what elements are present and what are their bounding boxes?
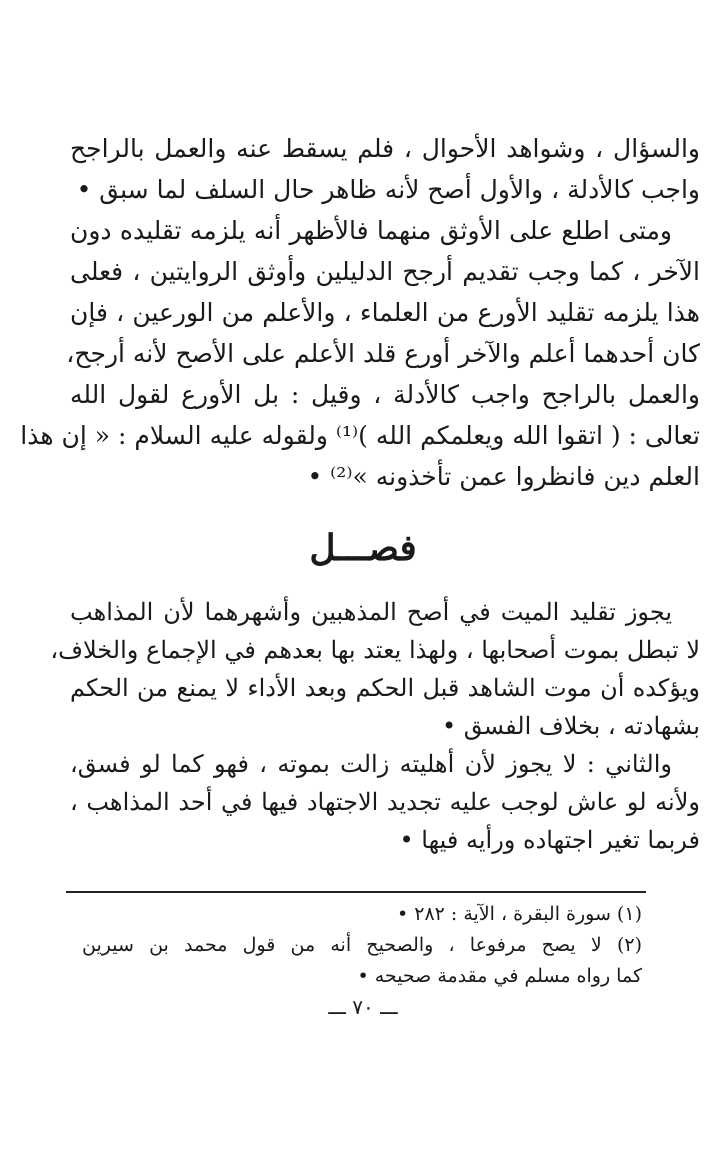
page-number: ـــ ٧٠ ـــ <box>328 995 398 1019</box>
text-line: يجوز تقليد الميت في أصح المذهبين وأشهرهما لأن المذاهب <box>70 598 672 626</box>
text-line: والثاني : لا يجوز لأن أهليته زالت بموته ، فهو كما لو فسق، <box>70 750 672 778</box>
text-line: ويؤكده أن موت الشاهد قبل الحكم وبعد الأداء لا يمنع من الحكم <box>70 674 700 702</box>
text-line: ومتى اطلع على الأوثق منهما فالأظهر أنه يلزمه تقليده دون <box>70 216 672 245</box>
footnote: كما رواه مسلم في مقدمة صحيحه • <box>357 965 642 987</box>
text-line: كان أحدهما أعلم والآخر أورع قلد الأعلم على الأصح لأنه أرجح، <box>66 339 700 368</box>
text-line: هذا يلزمه تقليد الأورع من العلماء ، والأعلم من الورعين ، فإن <box>70 298 700 327</box>
section-heading: فصـــل <box>309 527 417 569</box>
footnotes <box>82 899 642 992</box>
footnote-divider <box>66 891 646 893</box>
footnote: (١) سورة البقرة ، الآية : ٢٨٢ • <box>396 903 642 925</box>
footnote: (٢) لا يصح مرفوعا ، والصحيح أنه من قول محمد بن سيرين <box>82 934 642 956</box>
section-paragraphs <box>50 593 700 859</box>
text-line: بشهادته ، بخلاف الفسق • <box>441 712 700 740</box>
intro-paragraphs <box>20 128 700 497</box>
text-line: واجب كالأدلة ، والأول أصح لأنه ظاهر حال السلف لما سبق • <box>76 175 700 204</box>
text-line: ولأنه لو عاش لوجب عليه تجديد الاجتهاد فيها في أحد المذاهب ، <box>70 788 700 816</box>
text-line: والسؤال ، وشواهد الأحوال ، فلم يسقط عنه والعمل بالراجح <box>70 134 700 163</box>
text-line: تعالى : ( اتقوا الله ويعلمكم الله )⁽¹⁾ ولقوله عليه السلام : « إن هذا <box>20 421 700 450</box>
text-line: العلم دين فانظروا عمن تأخذونه »⁽²⁾ • <box>307 462 700 491</box>
text-line: فربما تغير اجتهاده ورأيه فيها • <box>399 826 700 854</box>
text-line: لا تبطل بموت أصحابها ، ولهذا يعتد بها بعدهم في الإجماع والخلاف، <box>50 636 700 664</box>
text-line: والعمل بالراجح واجب كالأدلة ، وقيل : بل الأورع لقول الله <box>70 380 700 409</box>
text-line: الآخر ، كما وجب تقديم أرجح الدليلين وأوثق الروايتين ، فعلى <box>70 257 700 286</box>
